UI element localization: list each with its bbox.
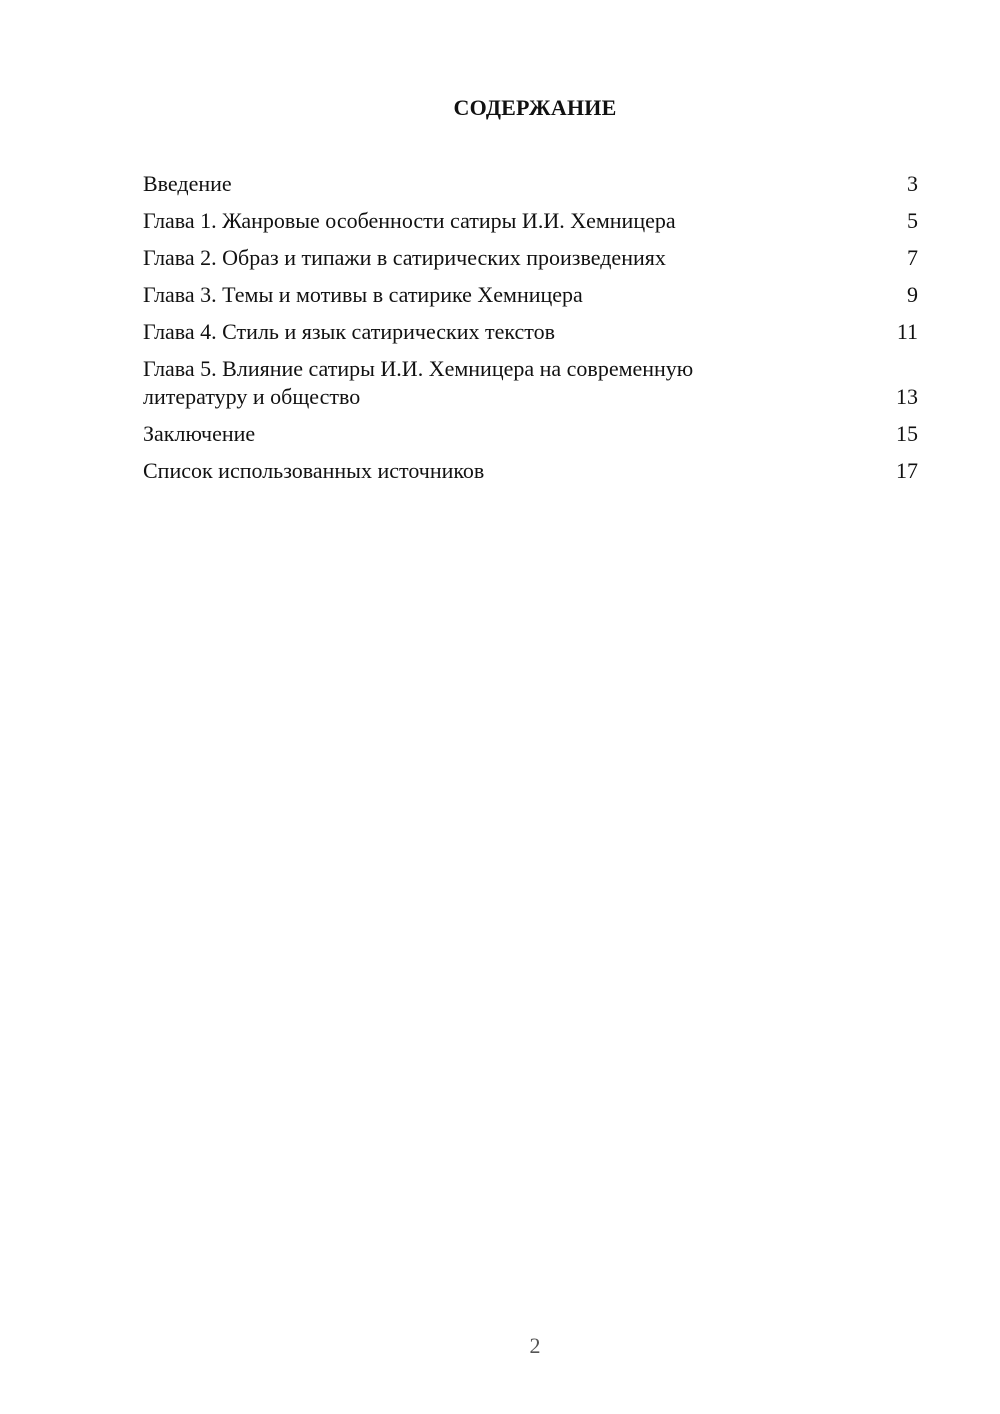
toc-entry-page: 17 (896, 458, 918, 483)
toc-entry (143, 170, 918, 198)
page-title: СОДЕРЖАНИЕ (453, 95, 617, 120)
toc-entry (143, 420, 918, 448)
table-of-contents (143, 170, 918, 494)
toc-entry (143, 355, 918, 411)
toc-entry-label: Глава 2. Образ и типажи в сатирических произведениях (143, 245, 666, 270)
toc-entry (143, 244, 918, 272)
toc-entry (143, 281, 918, 309)
toc-entry (143, 207, 918, 235)
toc-entry-page: 11 (896, 319, 918, 344)
toc-entry-label: Глава 1. Жанровые особенности сатиры И.И. Хемницера (143, 208, 676, 233)
toc-entry-page: 13 (896, 384, 918, 409)
toc-entry-label: Заключение (143, 421, 256, 446)
toc-entry-label: Глава 4. Стиль и язык сатирических текстов (143, 319, 555, 344)
toc-entry (143, 318, 918, 346)
toc-entry-label: Список использованных источников (143, 458, 485, 483)
toc-entry-label: Глава 5. Влияние сатиры И.И. Хемницера на современную литературу и общество (143, 356, 694, 409)
toc-entry-page: 15 (896, 421, 918, 446)
page-number: 2 (529, 1333, 541, 1358)
toc-entry-page: 9 (907, 282, 918, 307)
toc-entry-label: Глава 3. Темы и мотивы в сатирике Хемницера (143, 282, 583, 307)
toc-entry-page: 5 (907, 208, 918, 233)
toc-entry-page: 3 (907, 171, 918, 196)
toc-entry-label: Введение (143, 171, 232, 196)
toc-entry (143, 457, 918, 485)
toc-entry-page: 7 (907, 245, 918, 270)
